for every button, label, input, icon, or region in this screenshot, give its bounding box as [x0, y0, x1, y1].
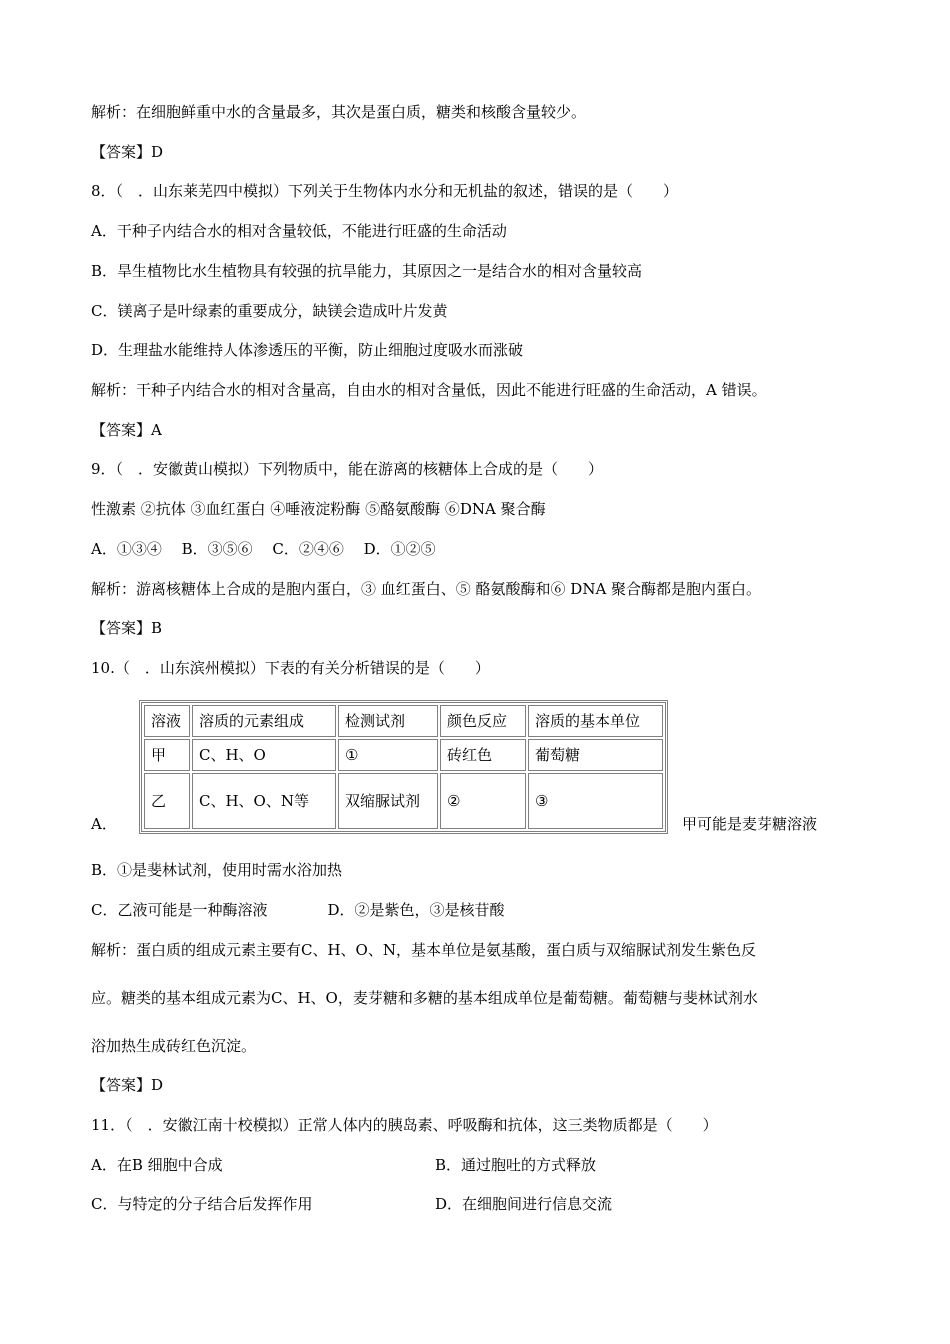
table-cell: 甲	[144, 739, 190, 771]
analysis-table	[139, 700, 668, 834]
q10-option-a-text: 甲可能是麦芽糖溶液	[682, 815, 818, 833]
table-cell: C、H、O	[192, 739, 336, 771]
question-11: 11．（ ．安徽江南十校模拟）正常人体内的胰岛素、呼吸酶和抗体，这三类物质都是（ ）	[91, 1116, 718, 1134]
q10-option-b: B．①是斐林试剂，使用时需水浴加热	[91, 861, 343, 879]
q10-analysis-1: 解析：蛋白质的组成元素主要有C、H、O、N，基本单位是氨基酸，蛋白质与双缩脲试剂发生紫色反	[91, 941, 756, 959]
table-cell: ③	[528, 773, 663, 829]
table-header-cell: 颜色反应	[440, 705, 526, 737]
table-cell: ①	[338, 739, 438, 771]
table-header-row	[144, 705, 663, 737]
q8-analysis: 解析：干种子内结合水的相对含量高，自由水的相对含量低，因此不能进行旺盛的生命活动，A 错误。	[91, 381, 767, 399]
q10-answer: 【答案】D	[91, 1076, 164, 1094]
q10-option-a-label: A．	[91, 815, 117, 833]
table-header-cell: 检测试剂	[338, 705, 438, 737]
table-cell: 葡萄糖	[528, 739, 663, 771]
q8-option-d: D．生理盐水能维持人体渗透压的平衡，防止细胞过度吸水而涨破	[91, 341, 524, 359]
q10-analysis-2: 应。糖类的基本组成元素为C、H、O，麦芽糖和多糖的基本组成单位是葡萄糖。葡萄糖与斐林试剂水	[91, 989, 758, 1007]
table-cell: C、H、O、N等	[192, 773, 336, 829]
q9-items: 性激素 ②抗体 ③血红蛋白 ④唾液淀粉酶 ⑤酪氨酸酶 ⑥DNA 聚合酶	[91, 500, 546, 518]
q8-option-c: C．镁离子是叶绿素的重要成分，缺镁会造成叶片发黄	[91, 302, 448, 320]
q8-option-b: B．旱生植物比水生植物具有较强的抗旱能力，其原因之一是结合水的相对含量较高	[91, 262, 643, 280]
q11-option-c: C．与特定的分子结合后发挥作用	[91, 1195, 313, 1213]
table-header-cell: 溶液	[144, 705, 190, 737]
q8-option-a: A．干种子内结合水的相对含量较低，不能进行旺盛的生命活动	[91, 222, 507, 240]
table-cell: 双缩脲试剂	[338, 773, 438, 829]
table-cell: 砖红色	[440, 739, 526, 771]
q9-analysis: 解析：游离核糖体上合成的是胞内蛋白，③ 血红蛋白、⑤ 酪氨酸酶和⑥ DNA 聚合酶都是胞内蛋白。	[91, 580, 762, 598]
q10-analysis-3: 浴加热生成砖红色沉淀。	[91, 1037, 257, 1055]
question-8: 8．（ ．山东莱芜四中模拟）下列关于生物体内水分和无机盐的叙述，错误的是（ ）	[91, 182, 679, 200]
question-10: 10.（ ．山东滨州模拟）下表的有关分析错误的是（ ）	[91, 659, 490, 677]
q10-options-cd: C．乙液可能是一种酶溶液 D．②是紫色，③是核苷酸	[91, 901, 505, 919]
analysis-line: 解析：在细胞鲜重中水的含量最多，其次是蛋白质，糖类和核酸含量较少。	[91, 103, 587, 121]
q11-option-d: D．在细胞间进行信息交流	[435, 1195, 613, 1213]
table-row	[144, 739, 663, 771]
q9-options: A．①③④ B．③⑤⑥ C．②④⑥ D．①②⑤	[91, 540, 436, 558]
table-cell: 乙	[144, 773, 190, 829]
table-header-cell: 溶质的元素组成	[192, 705, 336, 737]
q11-option-a: A．在B 细胞中合成	[91, 1156, 223, 1174]
table-row	[144, 773, 663, 829]
q8-answer: 【答案】A	[91, 421, 162, 439]
table-cell: ②	[440, 773, 526, 829]
table-header-cell: 溶质的基本单位	[528, 705, 663, 737]
question-9: 9．（ ．安徽黄山模拟）下列物质中，能在游离的核糖体上合成的是（ ）	[91, 460, 604, 478]
answer-line: 【答案】D	[91, 143, 164, 161]
q11-option-b: B．通过胞吐的方式释放	[435, 1156, 597, 1174]
q9-answer: 【答案】B	[91, 619, 163, 637]
